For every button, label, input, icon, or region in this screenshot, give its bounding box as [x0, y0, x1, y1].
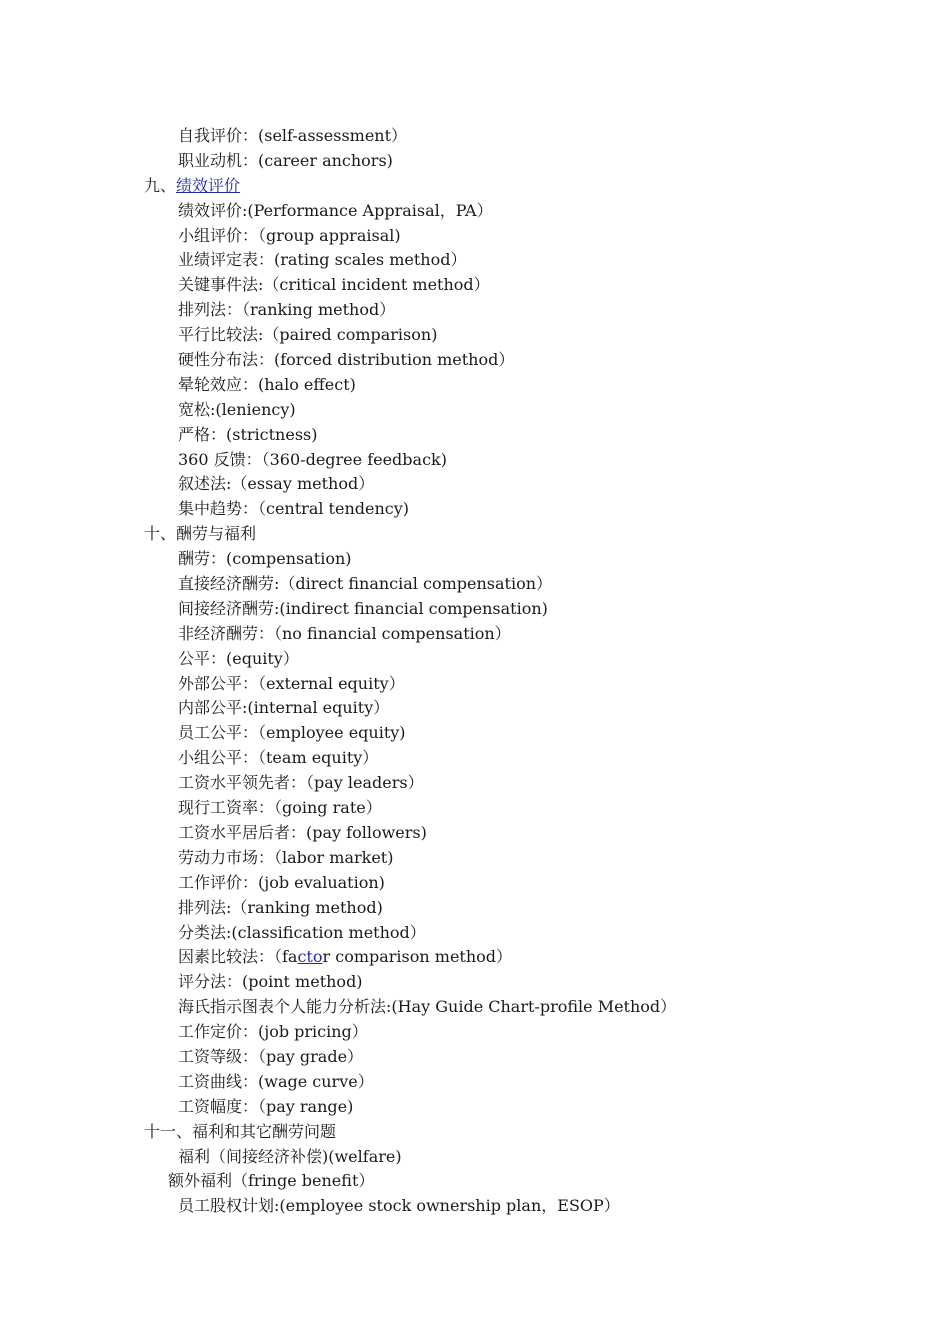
term-line: 工作评价：(job evaluation) [178, 872, 385, 892]
term-line: 平行比较法:（paired comparison) [178, 325, 438, 345]
term-line: 业绩评定表：(rating scales method） [178, 250, 467, 270]
term-line: 海氏指示图表个人能力分析法:(Hay Guide Chart-profile Method） [178, 997, 677, 1017]
term-line: 自我评价：(self-assessment） [178, 126, 408, 145]
section-heading: 十、酬劳与福利 [144, 524, 257, 544]
term-line: 小组评价：（group appraisal) [178, 225, 401, 245]
section-link[interactable]: 绩效评价 [176, 175, 241, 195]
section-heading: 十一、福利和其它酬劳问题 [144, 1121, 337, 1141]
term-line: 工资水平领先者：（pay leaders） [178, 773, 424, 793]
term-text: 因素比较法：（fa [178, 947, 298, 967]
term-line: 排列法：（ranking method） [178, 300, 396, 320]
term-line: 外部公平：（external equity） [178, 673, 405, 693]
term-line: 评分法：(point method) [178, 972, 363, 992]
term-line: 工资等级：（pay grade） [178, 1046, 364, 1066]
document-body [0, 124, 950, 1219]
term-line: 额外福利（fringe benefit） [168, 1171, 375, 1191]
term-line: 工资幅度：（pay range) [178, 1096, 354, 1116]
term-line: 职业动机：(career anchors) [178, 150, 393, 170]
term-line: 晕轮效应：(halo effect) [178, 374, 356, 394]
term-line: 直接经济酬劳:（direct financial compensation） [178, 574, 553, 594]
term-line: 硬性分布法：(forced distribution method） [178, 350, 515, 370]
term-text: r comparison method） [322, 947, 513, 967]
term-line: 绩效评价:(Performance Appraisal，PA） [178, 200, 493, 220]
inline-link[interactable]: cto [297, 947, 323, 967]
term-line: 360 反馈：（360-degree feedback) [178, 449, 447, 469]
term-line: 现行工资率：（going rate） [178, 798, 382, 818]
term-line: 间接经济酬劳:(indirect financial compensation) [178, 598, 548, 618]
term-line: 员工股权计划:(employee stock ownership plan，ESOP） [178, 1196, 620, 1216]
term-line: 小组公平：（team equity） [178, 748, 379, 768]
term-line: 非经济酬劳：（no financial compensation） [178, 623, 511, 643]
term-line: 公平：(equity） [178, 648, 299, 668]
term-line: 酬劳：(compensation) [178, 549, 352, 569]
section-heading [0, 174, 950, 199]
term-line [0, 945, 950, 970]
term-line: 宽松:(leniency) [178, 399, 296, 419]
term-line: 工资曲线：(wage curve） [178, 1071, 374, 1091]
term-line: 叙述法:（essay method） [178, 474, 375, 494]
term-line: 集中趋势：（central tendency) [178, 499, 410, 519]
term-line: 福利（间接经济补偿)(welfare) [178, 1146, 402, 1166]
term-line: 分类法:(classification method） [178, 922, 426, 942]
section-number: 九、 [144, 175, 177, 195]
term-line: 内部公平:(internal equity） [178, 698, 390, 718]
term-line: 排列法:（ranking method) [178, 897, 383, 917]
term-line: 关键事件法:（critical incident method） [178, 275, 490, 295]
term-line: 工资水平居后者：(pay followers) [178, 822, 427, 842]
term-line: 劳动力市场：（labor market) [178, 847, 394, 867]
term-line: 严格：(strictness) [178, 424, 318, 444]
term-line: 员工公平：（employee equity) [178, 723, 406, 743]
term-line: 工作定价：(job pricing） [178, 1022, 368, 1042]
